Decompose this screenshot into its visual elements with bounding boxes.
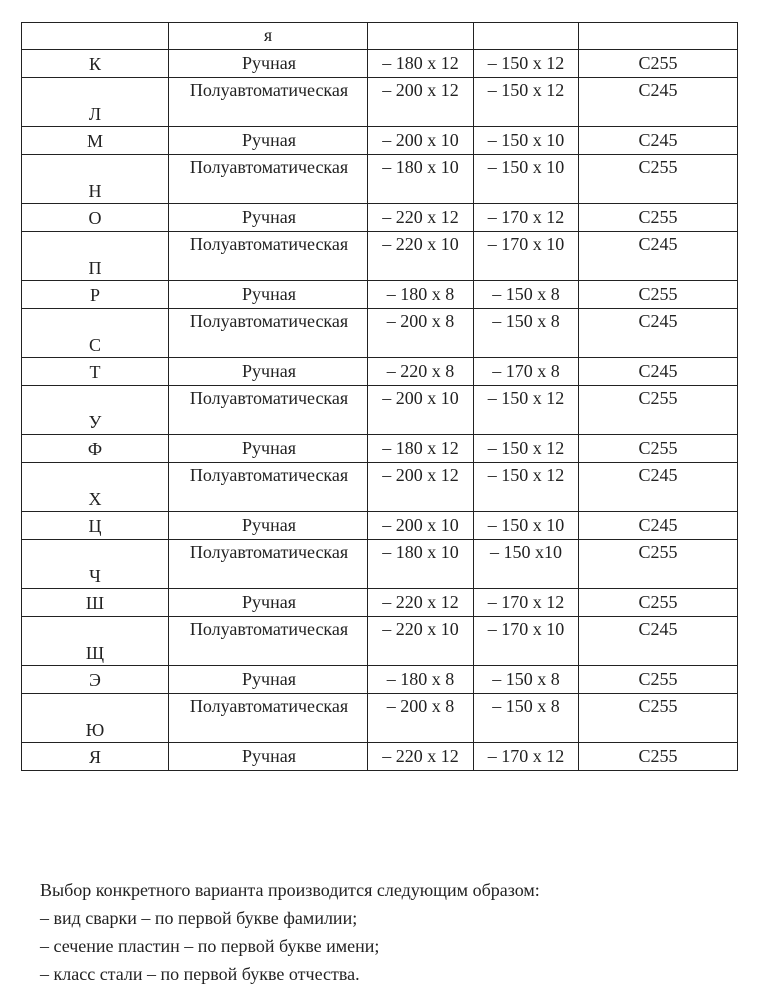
cell-plate1: – 200 х 12 [368, 463, 474, 512]
cell-steel: С255 [579, 386, 738, 435]
table-row [22, 589, 738, 617]
cell-letter: Н [22, 155, 169, 204]
weld-type-text: Полуавтоматическая [189, 234, 349, 254]
cell-plate1: – 200 х 10 [368, 512, 474, 540]
weld-type-text: Ручная [242, 438, 296, 458]
table-row [22, 694, 738, 743]
cell-plate1: – 220 х 12 [368, 743, 474, 771]
weld-type-text: Ручная [242, 669, 296, 689]
cell-letter: Ю [22, 694, 169, 743]
weld-type-text: Ручная [242, 515, 296, 535]
weld-type-text: Полуавтоматическая [189, 80, 349, 100]
variants-table [21, 22, 738, 771]
cell-letter: Э [22, 666, 169, 694]
cell-plate1: – 180 х 8 [368, 666, 474, 694]
cell-weld [169, 155, 368, 204]
cell-weld [169, 435, 368, 463]
weld-type-text: Полуавтоматическая [189, 619, 349, 639]
partial-cell: я [169, 23, 368, 50]
table-row [22, 512, 738, 540]
cell-letter: Т [22, 358, 169, 386]
weld-type-text: Ручная [242, 361, 296, 381]
cell-plate2: – 170 х 10 [474, 232, 579, 281]
cell-plate2: – 170 х 12 [474, 589, 579, 617]
cell-plate1: – 180 х 12 [368, 50, 474, 78]
cell-letter: Щ [22, 617, 169, 666]
cell-weld [169, 78, 368, 127]
cell-weld [169, 281, 368, 309]
cell-plate1: – 220 х 10 [368, 232, 474, 281]
weld-type-text: Ручная [242, 284, 296, 304]
cell-plate1: – 180 х 10 [368, 540, 474, 589]
cell-plate2: – 150 х 10 [474, 155, 579, 204]
cell-plate1: – 220 х 10 [368, 617, 474, 666]
cell-plate2: – 150 х 8 [474, 309, 579, 358]
cell-plate1: – 180 х 10 [368, 155, 474, 204]
cell-plate2: – 170 х 12 [474, 743, 579, 771]
cell-weld [169, 512, 368, 540]
cell-plate1: – 220 х 12 [368, 204, 474, 232]
weld-type-text: Полуавтоматическая [189, 388, 349, 408]
cell-weld [169, 540, 368, 589]
cell-weld [169, 50, 368, 78]
cell-plate2: – 150 х 12 [474, 78, 579, 127]
cell-plate2: – 150 х 10 [474, 127, 579, 155]
cell-letter: Ф [22, 435, 169, 463]
cell-weld [169, 386, 368, 435]
cell-plate1: – 200 х 10 [368, 127, 474, 155]
weld-type-text: Полуавтоматическая [189, 311, 349, 331]
table-row [22, 50, 738, 78]
cell-letter: Р [22, 281, 169, 309]
table-row [22, 358, 738, 386]
cell-letter: С [22, 309, 169, 358]
cell-weld [169, 232, 368, 281]
partial-cell [368, 23, 474, 50]
table-row [22, 78, 738, 127]
cell-weld [169, 589, 368, 617]
weld-type-text: Ручная [242, 207, 296, 227]
cell-plate1: – 220 х 12 [368, 589, 474, 617]
cell-plate2: – 150 х10 [474, 540, 579, 589]
cell-letter: У [22, 386, 169, 435]
cell-plate1: – 180 х 12 [368, 435, 474, 463]
weld-type-text: Ручная [242, 592, 296, 612]
table-row [22, 743, 738, 771]
cell-plate2: – 150 х 8 [474, 666, 579, 694]
cell-steel: С245 [579, 358, 738, 386]
cell-plate2: – 170 х 12 [474, 204, 579, 232]
weld-type-text: Полуавтоматическая [189, 696, 349, 716]
cell-plate1: – 200 х 12 [368, 78, 474, 127]
table-row [22, 386, 738, 435]
cell-letter: Ц [22, 512, 169, 540]
partial-cell [579, 23, 738, 50]
cell-letter: Л [22, 78, 169, 127]
cell-weld [169, 358, 368, 386]
table-row [22, 232, 738, 281]
instructions-item: – сечение пластин – по первой букве имени; [40, 936, 380, 956]
cell-steel: С255 [579, 155, 738, 204]
cell-plate2: – 150 х 12 [474, 435, 579, 463]
instructions-item: – вид сварки – по первой букве фамилии; [40, 908, 358, 928]
cell-plate2: – 150 х 12 [474, 50, 579, 78]
weld-type-text: Полуавтоматическая [189, 542, 349, 562]
cell-plate1: – 200 х 8 [368, 309, 474, 358]
weld-type-text: Полуавтоматическая [189, 157, 349, 177]
table-row [22, 463, 738, 512]
instructions-item: – класс стали – по первой букве отчества. [40, 964, 360, 984]
cell-letter: Ч [22, 540, 169, 589]
cell-letter: Х [22, 463, 169, 512]
cell-steel: С255 [579, 694, 738, 743]
cell-plate1: – 200 х 10 [368, 386, 474, 435]
cell-letter: Ш [22, 589, 169, 617]
cell-letter: П [22, 232, 169, 281]
instructions-intro: Выбор конкретного варианта производится следующим образом: [40, 880, 540, 900]
table-row [22, 435, 738, 463]
cell-letter: М [22, 127, 169, 155]
cell-weld [169, 743, 368, 771]
cell-plate2: – 150 х 8 [474, 694, 579, 743]
cell-plate2: – 150 х 8 [474, 281, 579, 309]
weld-type-text: Ручная [242, 746, 296, 766]
cell-steel: С255 [579, 50, 738, 78]
cell-steel: С255 [579, 281, 738, 309]
cell-plate2: – 150 х 12 [474, 463, 579, 512]
cell-plate2: – 150 х 12 [474, 386, 579, 435]
weld-type-text: Полуавтоматическая [189, 465, 349, 485]
cell-steel: С255 [579, 743, 738, 771]
cell-steel: С245 [579, 617, 738, 666]
cell-steel: С245 [579, 232, 738, 281]
cell-steel: С255 [579, 204, 738, 232]
table-row [22, 127, 738, 155]
weld-type-text: Ручная [242, 130, 296, 150]
cell-plate2: – 170 х 8 [474, 358, 579, 386]
table-row [22, 666, 738, 694]
partial-cell [474, 23, 579, 50]
table-row [22, 281, 738, 309]
cell-weld [169, 666, 368, 694]
cell-plate1: – 200 х 8 [368, 694, 474, 743]
partial-cell [22, 23, 169, 50]
table-row [22, 309, 738, 358]
cell-steel: С255 [579, 666, 738, 694]
cell-weld [169, 463, 368, 512]
cell-steel: С245 [579, 309, 738, 358]
cell-letter: Я [22, 743, 169, 771]
cell-letter: О [22, 204, 169, 232]
cell-plate2: – 150 х 10 [474, 512, 579, 540]
instructions [40, 876, 540, 988]
cell-steel: С245 [579, 512, 738, 540]
cell-steel: С245 [579, 78, 738, 127]
cell-plate2: – 170 х 10 [474, 617, 579, 666]
cell-steel: С255 [579, 540, 738, 589]
weld-type-text: Ручная [242, 53, 296, 73]
cell-weld [169, 617, 368, 666]
cell-steel: С245 [579, 463, 738, 512]
table-row [22, 617, 738, 666]
table-row [22, 204, 738, 232]
table-row-partial [22, 23, 738, 50]
cell-steel: С245 [579, 127, 738, 155]
cell-steel: С255 [579, 435, 738, 463]
table-row [22, 155, 738, 204]
cell-weld [169, 127, 368, 155]
cell-weld [169, 204, 368, 232]
cell-weld [169, 694, 368, 743]
cell-plate1: – 220 х 8 [368, 358, 474, 386]
table-row [22, 540, 738, 589]
cell-letter: К [22, 50, 169, 78]
cell-weld [169, 309, 368, 358]
cell-steel: С255 [579, 589, 738, 617]
cell-plate1: – 180 х 8 [368, 281, 474, 309]
